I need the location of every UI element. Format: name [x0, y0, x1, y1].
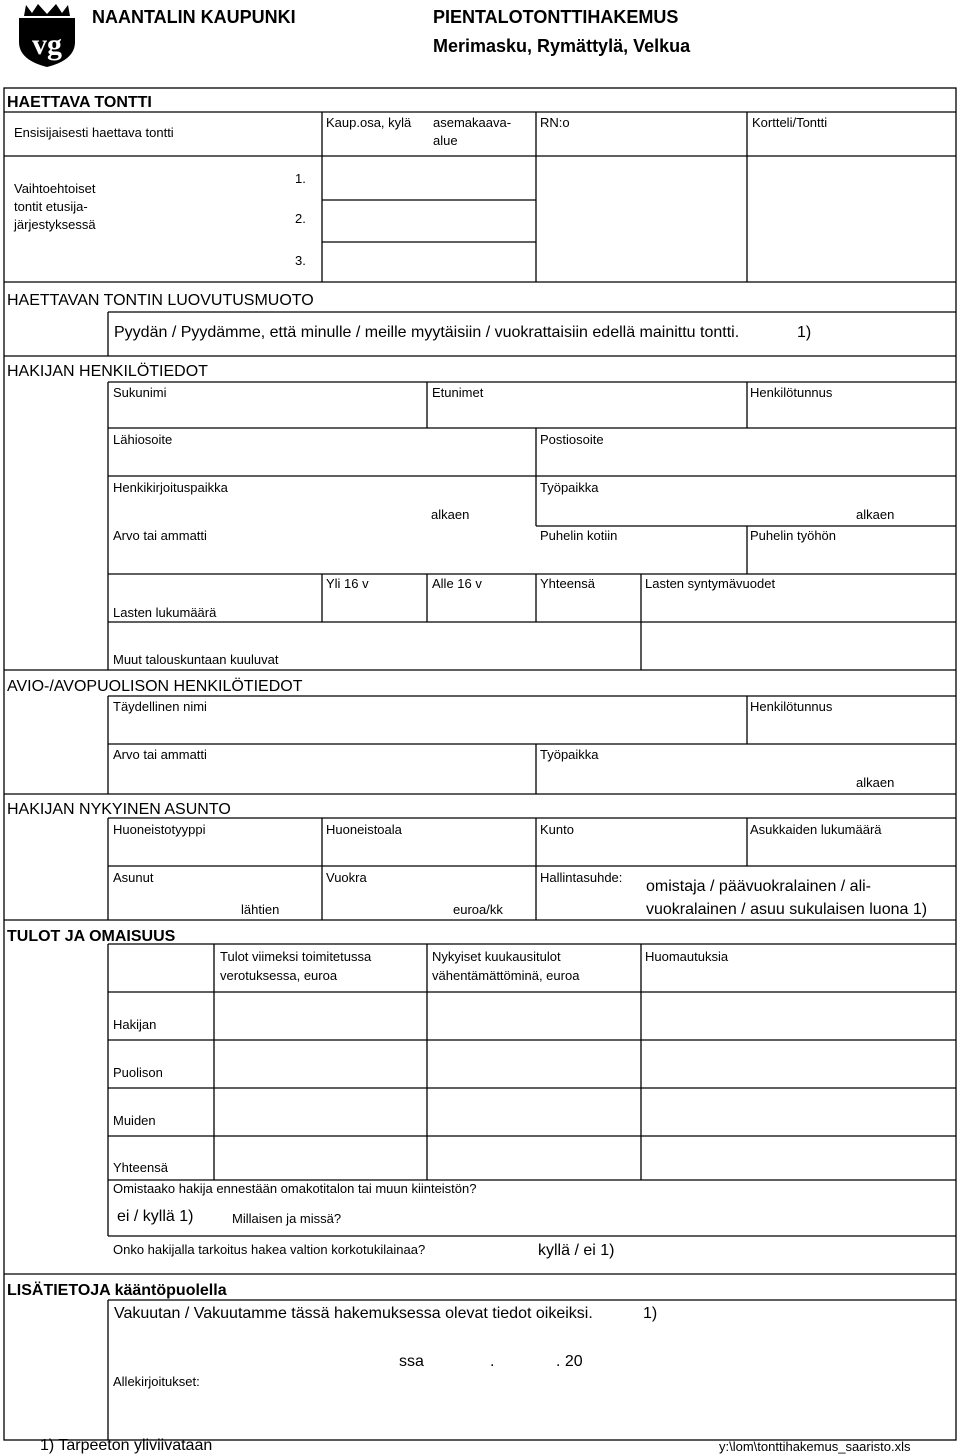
section-tulot: TULOT JA OMAISUUS [7, 928, 176, 945]
col-remarks: Huomautuksia [645, 949, 729, 964]
label-since-workplace: alkaen [856, 507, 895, 522]
label-since-domicile: alkaen [431, 507, 470, 522]
alt-number-1: 1. [295, 171, 306, 186]
question-interest-loan: Onko hakijalla tarkoitus hakea valtion korkotukilainaa? [113, 1242, 426, 1257]
label-lived-since: lähtien [241, 902, 280, 917]
col-block: Kortteli/Tontti [752, 115, 828, 130]
label-children-birth-years: Lasten syntymävuodet [645, 576, 776, 591]
col-taxed-income-line1: Tulot viimeksi toimitetussa [220, 949, 372, 964]
col-area-line2: alue [433, 133, 458, 148]
label-phone-home: Puhelin kotiin [540, 528, 618, 543]
answer-interest-loan: kyllä / ei 1) [538, 1242, 615, 1259]
label-primary-plot: Ensisijaisesti haettava tontti [14, 125, 174, 140]
label-spouse-occupation: Arvo tai ammatti [113, 747, 207, 762]
form-title: PIENTALOTONTTIHAKEMUS [433, 7, 679, 27]
alt-number-2: 2. [295, 211, 306, 226]
label-tenure: Hallintasuhde: [540, 870, 623, 885]
label-workplace: Työpaikka [540, 480, 599, 495]
city-name: NAANTALIN KAUPUNKI [92, 7, 296, 27]
row-label-spouse: Puolison [113, 1065, 163, 1080]
col-monthly-income-line2: vähentämättöminä, euroa [432, 968, 580, 983]
label-alt-line1: Vaihtoehtoiset [14, 181, 96, 196]
label-street-address: Lähiosoite [113, 432, 173, 447]
signature-place: ssa [399, 1353, 424, 1370]
footnote: 1) Tarpeeton yliviivataan [40, 1437, 213, 1454]
section-nykyinen-asunto: HAKIJAN NYKYINEN ASUNTO [7, 801, 231, 818]
label-owns-where: Millaisen ja missä? [232, 1211, 342, 1226]
label-occupation: Arvo tai ammatti [113, 528, 207, 543]
label-spouse-id-number: Henkilötunnus [750, 699, 833, 714]
signature-date-year: . 20 [556, 1353, 583, 1370]
label-rent-currency: euroa/kk [453, 902, 503, 917]
tenure-options-line1: omistaja / päävuokralainen / ali- [646, 878, 872, 895]
label-over-16: Yli 16 v [326, 576, 369, 591]
declaration-text: Vakuutan / Vakuutamme tässä hakemuksessa olevat tiedot oikeiksi. [114, 1305, 593, 1322]
label-surname: Sukunimi [113, 385, 167, 400]
label-alt-line3: järjestyksessä [14, 217, 96, 232]
section-luovutusmuoto: HAETTAVAN TONTIN LUOVUTUSMUOTO [7, 292, 314, 309]
col-taxed-income-line2: verotuksessa, euroa [220, 968, 338, 983]
label-domicile: Henkikirjoituspaikka [113, 480, 228, 495]
transfer-text: Pyydän / Pyydämme, että minulle / meille myytäisiin / vuokrattaisiin edellä mainittu tontti. [114, 324, 740, 341]
label-residents: Asukkaiden lukumäärä [750, 822, 882, 837]
row-label-others: Muiden [113, 1113, 156, 1128]
file-path: y:\lom\tonttihakemus_saaristo.xls [719, 1439, 911, 1454]
label-rent: Vuokra [326, 870, 367, 885]
label-children-count: Lasten lukumäärä [113, 605, 217, 620]
signature-date-dot: . [490, 1353, 495, 1370]
label-id-number: Henkilötunnus [750, 385, 833, 400]
label-alt-line2: tontit etusija- [14, 199, 88, 214]
col-village: Kaup.osa, kylä [326, 115, 412, 130]
label-apartment-type: Huoneistotyyppi [113, 822, 206, 837]
label-postal-address: Postiosoite [540, 432, 604, 447]
label-spouse-since: alkaen [856, 775, 895, 790]
col-monthly-income-line1: Nykyiset kuukausitulot [432, 949, 561, 964]
label-under-16: Alle 16 v [432, 576, 482, 591]
label-spouse-full-name: Täydellinen nimi [113, 699, 207, 714]
declaration-note: 1) [643, 1305, 658, 1322]
label-first-names: Etunimet [432, 385, 484, 400]
label-spouse-workplace: Työpaikka [540, 747, 599, 762]
section-lisatietoja: LISÄTIETOJA kääntöpuolella [7, 1282, 227, 1299]
transfer-note: 1) [797, 324, 812, 341]
alt-number-3: 3. [295, 253, 306, 268]
row-label-total: Yhteensä [113, 1160, 168, 1175]
label-condition: Kunto [540, 822, 574, 837]
label-lived: Asunut [113, 870, 154, 885]
label-phone-work: Puhelin työhön [750, 528, 837, 543]
answer-owns-property: ei / kyllä 1) [117, 1208, 194, 1225]
svg-text:vg: vg [32, 28, 62, 61]
section-haettava-tontti: HAETTAVA TONTTI [7, 94, 152, 111]
label-signatures: Allekirjoitukset: [113, 1374, 200, 1389]
section-puoliso: AVIO-/AVOPUOLISON HENKILÖTIEDOT [7, 678, 303, 695]
col-area-line1: asemakaava- [433, 115, 512, 130]
col-rn: RN:o [540, 115, 570, 130]
section-hakijan-henkilotiedot: HAKIJAN HENKILÖTIEDOT [7, 363, 208, 380]
row-label-applicant: Hakijan [113, 1017, 157, 1032]
label-children-total: Yhteensä [540, 576, 595, 591]
question-owns-property: Omistaako hakija ennestään omakotitalon tai muun kiinteistön? [113, 1181, 477, 1196]
form-subtitle: Merimasku, Rymättylä, Velkua [433, 36, 691, 56]
tenure-options-line2: vuokralainen / asuu sukulaisen luona 1) [646, 901, 928, 918]
label-floor-area: Huoneistoala [326, 822, 402, 837]
label-other-household: Muut talouskuntaan kuuluvat [113, 652, 279, 667]
